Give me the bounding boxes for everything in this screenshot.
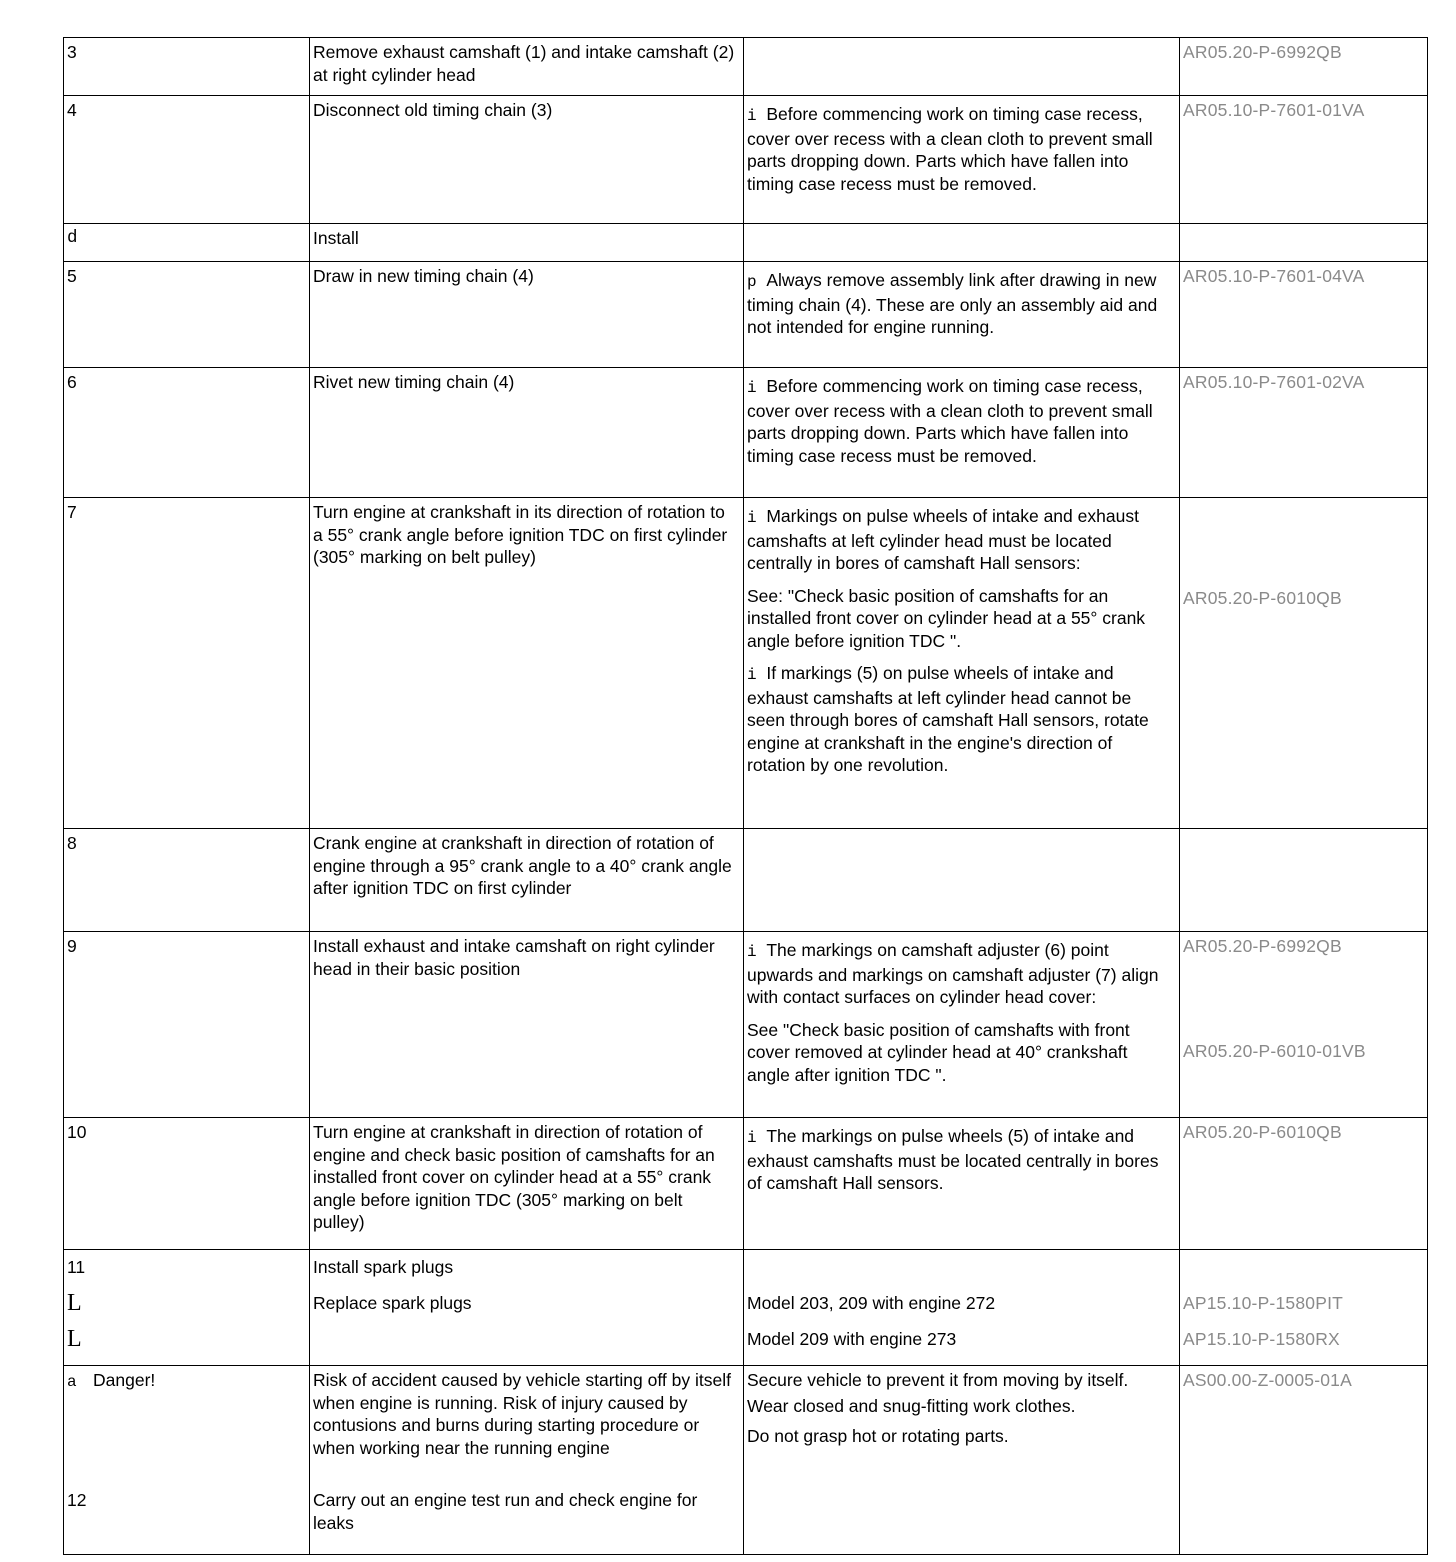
note-text: Before commencing work on timing case recess, cover over recess with a clean cloth to prevent small parts dropping down. Parts which have fallen into timing case recess must be removed. (747, 376, 1153, 466)
step-reference-cell (1180, 932, 1428, 1118)
table-row (64, 932, 1428, 1118)
step-number: 9 (64, 932, 310, 1118)
step-reference[interactable]: AP15.10-P-1580PIT (1183, 1293, 1344, 1313)
procedure-table (63, 37, 1428, 1555)
see-reference[interactable]: See "Check basic position of camshafts with front cover removed at cylinder head at 40° crankshaft angle after ignition TDC ". (747, 1019, 1130, 1085)
step-action: Draw in new timing chain (4) (310, 262, 744, 368)
table-row (64, 1250, 1428, 1366)
table-row (64, 96, 1428, 224)
info-icon: i (747, 1129, 757, 1147)
note-text: Markings on pulse wheels of intake and exhaust camshafts at left cylinder head must be located centrally in bores of camshaft Hall sensors: (747, 506, 1139, 573)
step-number: 3 (64, 38, 310, 96)
step-note (744, 368, 1180, 498)
step-reference[interactable]: AR05.10-P-7601-01VA (1180, 96, 1428, 224)
see-reference[interactable]: See: "Check basic position of camshafts for an installed front cover on cylinder head at a 55° crank angle before ignition TDC ". (747, 585, 1146, 651)
info-icon: i (747, 509, 757, 527)
table-row (64, 262, 1428, 368)
step-action: Crank engine at crankshaft in direction of rotation of engine through a 95° crank angle to a 40° crank angle after ignition TDC on first cylinder (310, 829, 744, 932)
danger-label: Danger! (93, 1370, 156, 1390)
step-number: 5 (64, 262, 310, 368)
link-icon: L (67, 1326, 82, 1352)
note-text: Before commencing work on timing case recess, cover over recess with a clean cloth to prevent small parts dropping down. Parts which have fallen into timing case recess must be removed. (747, 104, 1153, 194)
table-row (64, 1118, 1428, 1250)
danger-measure: Do not grasp hot or rotating parts. (747, 1426, 1009, 1446)
info-icon: i (747, 107, 757, 125)
step-action: Turn engine at crankshaft in its direction of rotation to a 55° crank angle before ignition TDC on first cylinder (305° marking on belt pulley) (310, 498, 744, 829)
step-note (744, 96, 1180, 224)
section-marker: d (64, 224, 310, 262)
info-icon: i (747, 666, 757, 684)
step-number: 11 (67, 1257, 86, 1277)
danger-measure: Wear closed and snug-fitting work clothes. (747, 1395, 1076, 1416)
step-note (744, 1118, 1180, 1250)
table-row (64, 829, 1428, 932)
note-text: The markings on camshaft adjuster (6) point upwards and markings on camshaft adjuster (7) align with contact surfaces on cylinder head cover: (747, 940, 1159, 1007)
step-reference-cell (1180, 498, 1428, 829)
pointer-icon: p (747, 273, 757, 291)
note-text: Always remove assembly link after drawing in new timing chain (4). These are only an assembly aid and not intended for engine running. (747, 270, 1158, 337)
step-reference[interactable]: AR05.10-P-7601-02VA (1180, 368, 1428, 498)
step-number: 12 (67, 1490, 87, 1510)
table-row (64, 224, 1428, 262)
step-note-cell (744, 1250, 1180, 1366)
danger-text: Risk of accident caused by vehicle starting off by itself when engine is running. Risk of injury caused by contusions and burns during starting procedure or when working near the running engine (313, 1370, 731, 1458)
link-icon: L (67, 1290, 82, 1316)
step-number: 10 (64, 1118, 310, 1250)
step-action: Install spark plugs (313, 1257, 454, 1277)
note-text: If markings (5) on pulse wheels of intake and exhaust camshafts at left cylinder head cannot be seen through bores of camshaft Hall sensors, rotate engine at crankshaft in the engine's direction of rotation by one revolution. (747, 663, 1149, 775)
step-number: 6 (64, 368, 310, 498)
table-row (64, 368, 1428, 498)
step-reference[interactable]: AR05.20-P-6010-01VB (1183, 1040, 1366, 1061)
step-reference-cell (1180, 1250, 1428, 1366)
table-row (64, 38, 1428, 96)
danger-measures (744, 1366, 1180, 1555)
note-text: The markings on pulse wheels (5) of intake and exhaust camshafts must be located centrally in bores of camshaft Hall sensors. (747, 1126, 1159, 1193)
step-reference[interactable]: AR05.20-P-6992QB (1180, 38, 1428, 96)
step-action: Carry out an engine test run and check engine for leaks (313, 1490, 698, 1533)
step-note (744, 932, 1180, 1118)
step-note (744, 38, 1180, 96)
step-action: Install exhaust and intake camshaft on right cylinder head in their basic position (310, 932, 744, 1118)
step-action: Replace spark plugs (313, 1293, 472, 1313)
section-title: Install (310, 224, 744, 262)
step-note (744, 262, 1180, 368)
step-number: 4 (64, 96, 310, 224)
step-reference[interactable]: AR05.10-P-7601-04VA (1180, 262, 1428, 368)
info-icon: i (747, 943, 757, 961)
warning-icon: a (67, 1373, 77, 1391)
step-number: 8 (64, 829, 310, 932)
danger-cell (64, 1366, 310, 1555)
step-action-cell (310, 1250, 744, 1366)
step-reference[interactable]: AP15.10-P-1580RX (1183, 1329, 1340, 1349)
info-icon: i (747, 379, 757, 397)
step-number: 7 (64, 498, 310, 829)
step-action: Disconnect old timing chain (3) (310, 96, 744, 224)
table-row (64, 498, 1428, 829)
step-number-cell (64, 1250, 310, 1366)
danger-measure: Secure vehicle to prevent it from moving by itself. (747, 1370, 1129, 1390)
step-action: Turn engine at crankshaft in direction of rotation of engine and check basic position of camshafts for an installed front cover on cylinder head at a 55° crank angle before ignition TDC (305° marking on belt pulley) (310, 1118, 744, 1250)
step-action: Rivet new timing chain (4) (310, 368, 744, 498)
model-applicability: Model 203, 209 with engine 272 (747, 1293, 996, 1313)
step-reference[interactable]: AR05.20-P-6010QB (1183, 588, 1342, 608)
danger-text-cell (310, 1366, 744, 1555)
step-reference[interactable]: AS00.00-Z-0005-01A (1180, 1366, 1428, 1555)
step-reference[interactable]: AR05.20-P-6992QB (1183, 936, 1342, 956)
table-row (64, 1366, 1428, 1555)
step-action: Remove exhaust camshaft (1) and intake camshaft (2) at right cylinder head (310, 38, 744, 96)
model-applicability: Model 209 with engine 273 (747, 1329, 957, 1349)
step-reference[interactable]: AR05.20-P-6010QB (1180, 1118, 1428, 1250)
step-note (744, 498, 1180, 829)
